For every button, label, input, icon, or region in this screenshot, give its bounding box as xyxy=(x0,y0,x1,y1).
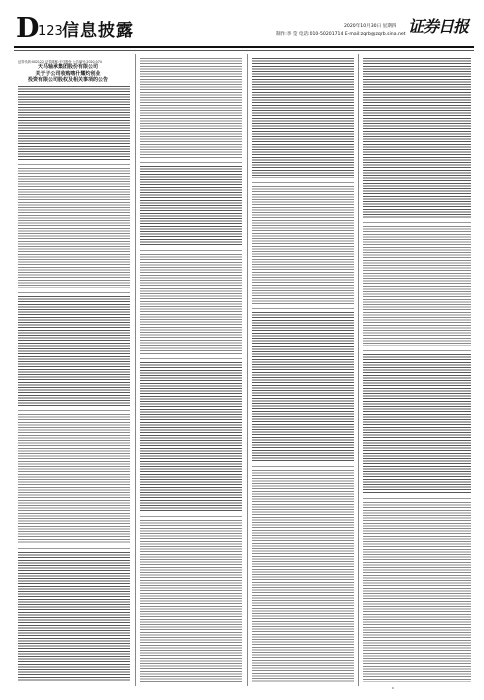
table-text-block xyxy=(363,226,471,346)
newspaper-logo: 证券日报 xyxy=(408,17,469,36)
table-rule xyxy=(252,308,354,309)
column-divider xyxy=(135,54,136,686)
table-text-block xyxy=(140,58,242,158)
table-text-block xyxy=(252,186,354,304)
section-number: 123 xyxy=(38,24,63,39)
table-rule xyxy=(18,548,130,549)
table-rule xyxy=(18,164,130,165)
article-text-block xyxy=(363,58,471,218)
masthead xyxy=(14,14,474,44)
table-rule xyxy=(140,250,242,251)
column-divider xyxy=(247,54,248,686)
table-rule xyxy=(18,410,130,411)
article-text-block xyxy=(140,362,242,512)
article-text-block xyxy=(252,312,354,462)
table-rule xyxy=(140,162,242,163)
article-text-block xyxy=(363,354,471,494)
section-letter: D xyxy=(16,13,40,44)
table-text-block xyxy=(363,502,471,682)
lead-article-header xyxy=(18,60,118,84)
column-divider xyxy=(358,54,359,686)
lead-article-title-1: 天马轴承集团股份有限公司 xyxy=(37,64,98,70)
editor-contact: 制作:李 莹 电话:010-50201714 E-mail:zqrb@zqrb.sina.net xyxy=(276,32,406,37)
table-text-block xyxy=(18,168,130,288)
table-rule xyxy=(252,466,354,467)
article-text-block xyxy=(252,58,354,178)
issue-date: 2020年10月30日 星期四 xyxy=(344,24,397,29)
table-rule xyxy=(140,358,242,359)
masthead-rule-thin xyxy=(14,50,474,51)
table-rule xyxy=(363,350,471,351)
lead-article-title-3: 投资有限公司股权及相关事项的公告 xyxy=(27,77,108,83)
table-text-block xyxy=(18,552,130,682)
table-rule xyxy=(363,498,471,499)
lead-article-code-line: 证券代码:002122 证券简称:天马股份 公告编号:2020-074 xyxy=(18,60,102,64)
table-rule xyxy=(252,182,354,183)
table-text-block xyxy=(18,414,130,544)
article-text-block xyxy=(140,166,242,246)
article-text-block xyxy=(18,86,130,160)
footer-note: C xyxy=(392,686,395,690)
table-text-block xyxy=(140,520,242,682)
table-rule xyxy=(140,516,242,517)
table-text-block xyxy=(18,296,130,406)
table-text-block xyxy=(252,470,354,682)
lead-article-title-2: 关于子公司收购喀什耀灼创业 xyxy=(35,70,101,77)
masthead-rule-thick xyxy=(14,46,474,48)
table-rule xyxy=(18,292,130,293)
section-title: 信息披露 xyxy=(62,21,134,41)
table-rule xyxy=(363,222,471,223)
table-text-block xyxy=(140,254,242,354)
